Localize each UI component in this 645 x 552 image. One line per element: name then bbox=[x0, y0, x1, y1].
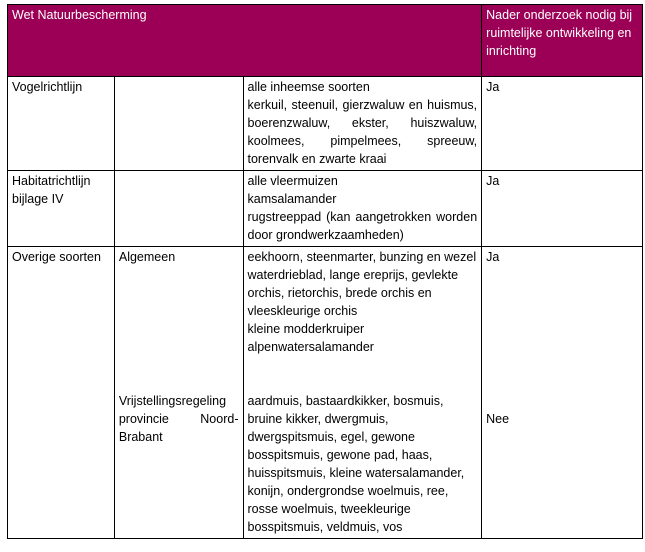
row-category: Vogelrichtlijn bbox=[8, 77, 115, 171]
species-line: waterdrieblad, lange ereprijs, gevlekte orchis, rietorchis, brede orchis en vleeskleurige orchis bbox=[247, 268, 459, 318]
species-line: kamsalamander bbox=[247, 192, 337, 206]
row-investigation bbox=[482, 247, 643, 539]
row-species bbox=[243, 247, 482, 539]
species-line: rugstreeppad (kan aangetrokken worden door grondwerkzaamheden) bbox=[247, 210, 478, 242]
row-subcategory bbox=[114, 247, 243, 539]
species-exemption: aardmuis, bastaardkikker, bosmuis, bruine kikker, dwergmuis, dwergspitsmuis, egel, gewone bosspitsmuis, gewone pad, haas, huisspitsmuis, kleine watersalamander, konijn, ondergrondse woelmuis, ree, rosse woelmuis, tweekleurige bosspitsmuis, veldmuis, vos bbox=[247, 394, 465, 534]
table-row bbox=[8, 171, 643, 247]
investigation-general: Ja bbox=[486, 250, 500, 264]
row-category: Habitatrichtlijn bijlage IV bbox=[8, 171, 115, 247]
row-subcategory bbox=[114, 171, 243, 247]
header-investigation: Nader onderzoek nodig bij ruimtelijke ontwikkeling en inrichting bbox=[482, 5, 643, 77]
species-line: alle vleermuizen bbox=[247, 174, 338, 188]
species-line: kleine modderkruiper bbox=[247, 322, 365, 336]
table-header-row bbox=[8, 5, 643, 77]
species-line: kerkuil, steenuil, gierzwaluw en huismus, boerenzwaluw, ekster, huiszwaluw, koolmees, pimpelmees, spreeuw, torenvalk en zwarte kraai bbox=[247, 98, 478, 166]
table-row bbox=[8, 77, 643, 171]
row-category: Overige soorten bbox=[8, 247, 115, 539]
row-species bbox=[243, 171, 482, 247]
row-species bbox=[243, 77, 482, 171]
species-line: alle inheemse soorten bbox=[247, 80, 370, 94]
subcategory-exemption: Vrijstellingsregeling provincie Noord-Brabant bbox=[118, 394, 239, 444]
table-row bbox=[8, 247, 643, 539]
subcategory-general: Algemeen bbox=[118, 250, 176, 264]
investigation-exemption: Nee bbox=[486, 412, 510, 426]
species-line: eekhoorn, steenmarter, bunzing en wezel bbox=[247, 250, 477, 264]
species-table bbox=[7, 4, 643, 539]
header-law: Wet Natuurbescherming bbox=[8, 5, 482, 77]
row-subcategory bbox=[114, 77, 243, 171]
species-line: alpenwatersalamander bbox=[247, 340, 374, 354]
row-investigation: Ja bbox=[482, 77, 643, 171]
row-investigation: Ja bbox=[482, 171, 643, 247]
